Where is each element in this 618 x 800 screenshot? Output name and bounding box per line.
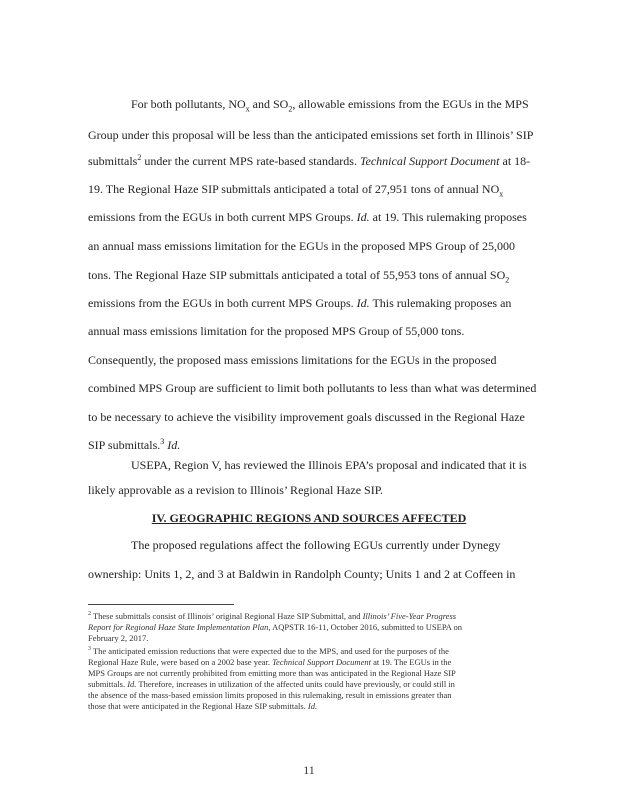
body-line: emissions from the EGUs in both current MPS Groups. Id. at 19. This rulemaking proposes [88,210,527,224]
body-line: ownership: Units 1, 2, and 3 at Baldwin in Randolph County; Units 1 and 2 at Coffeen in [88,567,516,581]
footnote-divider [88,604,234,605]
body-line: tons. The Regional Haze SIP submittals anticipated a total of 55,953 tons of annual $SO_2$ [88,268,510,285]
footnote-ref: 2 [137,153,142,162]
page-number: 11 [303,763,315,777]
body-line: likely approvable as a revision to Illinois’ Regional Haze SIP. [88,483,384,497]
body-line: submittals$^2$ under the current MPS rate-based standards. Technical Support Document at 18- [88,153,531,168]
footnote-line: $^2$ These submittals consist of Illinois’ original Regional Haze SIP Submittal, and Illinois’ Five-Year Progress [88,611,457,621]
body-line: The proposed regulations affect the following EGUs currently under Dynegy [131,538,501,552]
footnote-line: February 2, 2017. [88,633,149,643]
footnote-line: $^3$ The anticipated emission reductions that were expected due to the MPS, and used for the purposes of the [88,646,449,656]
body-line: combined MPS Group are sufficient to limit both pollutants to less than what was determined [88,381,537,395]
body-line: annual mass emissions limitation for the proposed MPS Group of 55,000 tons. [88,324,465,338]
footnote-line: those that were anticipated in the Regional Haze SIP submittals. Id. [88,701,318,711]
footnote-line: the absence of the mass-based emission limits proposed in this rulemaking, result in emissions greater than [88,690,452,700]
section-heading: IV. GEOGRAPHIC REGIONS AND SOURCES AFFECTED [151,511,467,525]
body-line: emissions from the EGUs in both current MPS Groups. Id. This rulemaking proposes an [88,296,512,310]
footnote-line: MPS Groups are not currently prohibited from emitting more than was anticipated in the Regional Haze SIP [88,668,456,678]
footnote-line: Report for Regional Haze State Implementation Plan, AQPSTR 16-11, October 2016, submitted to USEPA on [88,622,463,632]
body-line: Consequently, the proposed mass emissions limitations for the EGUs in the proposed [88,353,497,367]
body-line: 19. The Regional Haze SIP submittals anticipated a total of 27,951 tons of annual $NO_x$ [88,182,504,199]
footnote-line: Regional Haze Rule, were based on a 2002 base year. Technical Support Document at 19. The EGUs in the [88,657,452,667]
body-line: USEPA, Region V, has reviewed the Illinois EPA’s proposal and indicated that it is [131,458,527,472]
footnote-line: submittals. Id. Therefore, increases in utilization of the affected units could have previously, or could still in [88,679,455,689]
body-line: an annual mass emissions limitation for the EGUs in the proposed MPS Group of 25,000 [88,239,515,253]
body-line: SIP submittals.$^3$ Id. [88,437,181,452]
body-line: For both pollutants, $NO_x$ and $SO_2$, allowable emissions from the EGUs in the MPS [131,97,529,114]
body-line: Group under this proposal will be less than the anticipated emissions set forth in Illinois’ SIP [88,128,534,142]
footnote-ref: 3 [160,437,165,446]
body-line: to be necessary to achieve the visibility improvement goals discussed in the Regional Haze [88,410,525,424]
